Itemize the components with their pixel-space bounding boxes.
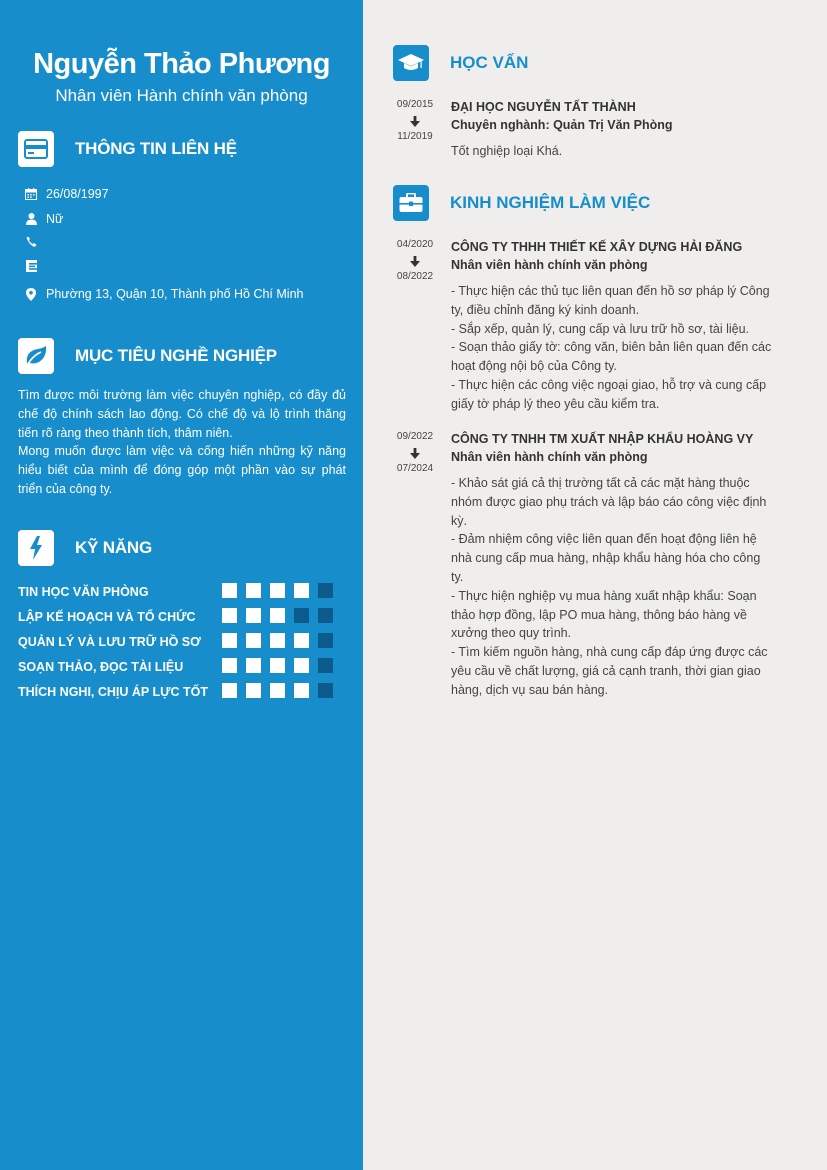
job-role: Nhân viên hành chính văn phòng xyxy=(451,450,648,464)
skill-row xyxy=(18,583,338,601)
skill-level-empty xyxy=(318,608,333,623)
company-name: CÔNG TY TNHH TM XUẤT NHẬP KHẨU HOÀNG VY xyxy=(451,432,754,446)
skill-name: TIN HỌC VĂN PHÒNG xyxy=(18,585,149,599)
skill-level-filled xyxy=(270,633,285,648)
skill-rating xyxy=(222,658,342,673)
skill-level-empty xyxy=(294,608,309,623)
graduation-cap-icon xyxy=(393,45,429,81)
contact-birthday xyxy=(24,185,109,203)
skill-rating xyxy=(222,633,342,648)
skill-row xyxy=(18,633,338,651)
briefcase-icon xyxy=(393,185,429,221)
date-to: 11/2019 xyxy=(397,131,433,142)
date-from: 09/2015 xyxy=(396,99,434,110)
skill-name: QUẢN LÝ VÀ LƯU TRỮ HỒ SƠ xyxy=(18,635,201,649)
skill-level-filled xyxy=(270,683,285,698)
address-value: Phường 13, Quận 10, Thành phố Hồ Chí Minh xyxy=(46,287,304,301)
contact-address xyxy=(24,285,303,303)
job-description: - Khảo sát giá cả thị trường tất cả các mặt hàng thuộc nhóm được giao phụ trách và lập báo cáo công việc định kỳ. - Đảm nhiệm công việc liên quan đến hoạt động liên hệ nhà cung cấp mua hàng, nhập khẩu hàng hóa cho công ty. - Thực hiện nghiệp vụ mua hàng xuất nhập khẩu: Soạn thảo hợp đồng, lập PO mua hàng, thông báo hàng về xưởng theo quy trình. - Tìm kiếm nguồn hàng, nhà cung cấp đáp ứng được các yêu cầu về chất lượng, giá cả cạnh tranh, thời gian giao hàng, dịch vụ sau bán hàng. xyxy=(451,476,768,697)
skill-level-filled xyxy=(294,633,309,648)
date-from: 09/2022 xyxy=(396,431,434,442)
skill-level-filled xyxy=(222,683,237,698)
candidate-title: Nhân viên Hành chính văn phòng xyxy=(55,86,308,105)
user-icon xyxy=(24,212,38,226)
experience-content xyxy=(451,430,776,700)
bolt-icon xyxy=(18,530,54,566)
skill-level-filled xyxy=(270,583,285,598)
skill-level-filled xyxy=(294,658,309,673)
education-major: Chuyên nghành: Quản Trị Văn Phòng xyxy=(451,118,673,132)
skill-level-filled xyxy=(246,658,261,673)
skill-level-filled xyxy=(222,633,237,648)
skill-level-empty xyxy=(318,683,333,698)
credit-card-icon xyxy=(18,131,54,167)
contact-gender xyxy=(24,210,63,228)
experience-dates xyxy=(393,430,437,476)
skill-rating xyxy=(222,608,342,623)
skill-level-filled xyxy=(246,583,261,598)
skill-name: THÍCH NGHI, CHỊU ÁP LỰC TỐT xyxy=(18,685,208,699)
objective-text: Tìm được môi trường làm việc chuyên nghiệp, có đầy đủ chế độ chính sách lao động. Có chế độ và lộ trình thăng tiến rõ ràng theo thành tích, thâm niên. Mong muốn được làm việc và cống hiến những kỹ năng hiểu biết của mình để đóng góp một phần vào sự phát triển của công ty. xyxy=(18,388,346,496)
company-name: CÔNG TY THHH THIẾT KẾ XÂY DỰNG HẢI ĐĂNG xyxy=(451,240,743,254)
job-description: - Thực hiện các thủ tục liên quan đến hồ sơ pháp lý Công ty, điều chỉnh đăng ký kinh doanh. - Sắp xếp, quản lý, cung cấp và lưu trữ hồ sơ, tài liệu. - Soạn thảo giấy tờ: công văn, biên bản liên quan đến các hoạt động nội bộ của Công ty. - Thực hiện các công việc ngoại giao, hỗ trợ và cung cấp giấy tờ pháp lý theo yêu cầu kiểm tra. xyxy=(451,284,772,411)
phone-icon xyxy=(24,234,38,248)
main-content xyxy=(363,0,827,1170)
skills-heading: KỸ NĂNG xyxy=(75,538,152,557)
skill-name: LẬP KẾ HOẠCH VÀ TỔ CHỨC xyxy=(18,610,196,624)
date-to: 08/2022 xyxy=(396,271,434,282)
arrow-down-icon xyxy=(393,252,437,270)
arrow-down-icon xyxy=(393,112,437,130)
date-from: 04/2020 xyxy=(396,239,434,250)
gender-value: Nữ xyxy=(46,212,64,226)
skill-rating xyxy=(222,583,342,598)
birthday-value: 26/08/1997 xyxy=(46,187,109,201)
contact-heading: THÔNG TIN LIÊN HỆ xyxy=(75,139,237,158)
skill-rating xyxy=(222,683,342,698)
education-dates xyxy=(393,98,437,144)
calendar-icon xyxy=(24,187,38,201)
skill-level-filled xyxy=(246,683,261,698)
skill-row xyxy=(18,658,338,676)
objective-heading: MỤC TIÊU NGHỀ NGHIỆP xyxy=(75,346,277,365)
arrow-down-icon xyxy=(393,444,437,462)
skill-level-filled xyxy=(270,608,285,623)
school-name: ĐẠI HỌC NGUYỄN TẤT THÀNH xyxy=(451,100,636,114)
skill-level-empty xyxy=(318,583,333,598)
contact-phone xyxy=(24,232,46,250)
education-note: Tốt nghiệp loại Khá. xyxy=(451,144,563,158)
left-sidebar xyxy=(0,0,363,1170)
skill-name: SOẠN THẢO, ĐỌC TÀI LIỆU xyxy=(18,660,184,674)
skill-level-filled xyxy=(270,658,285,673)
date-to: 07/2024 xyxy=(396,463,434,474)
leaf-icon xyxy=(18,338,54,374)
contact-email xyxy=(24,257,46,275)
skill-level-filled xyxy=(222,608,237,623)
experience-content xyxy=(451,238,776,414)
skill-row xyxy=(18,683,338,701)
skill-level-filled xyxy=(222,658,237,673)
experience-heading: KINH NGHIỆM LÀM VIỆC xyxy=(450,193,651,212)
map-marker-icon xyxy=(24,287,38,301)
experience-dates xyxy=(393,238,437,284)
education-content xyxy=(451,98,776,161)
skill-level-filled xyxy=(246,633,261,648)
skill-level-filled xyxy=(222,583,237,598)
skill-level-filled xyxy=(246,608,261,623)
skill-level-filled xyxy=(294,583,309,598)
skill-level-filled xyxy=(294,683,309,698)
skill-level-empty xyxy=(318,658,333,673)
email-icon xyxy=(24,259,38,273)
skill-row xyxy=(18,608,338,626)
skill-level-empty xyxy=(318,633,333,648)
job-role: Nhân viên hành chính văn phòng xyxy=(451,258,648,272)
candidate-name: Nguyễn Thảo Phương xyxy=(33,48,330,80)
education-heading: HỌC VẤN xyxy=(450,53,529,72)
